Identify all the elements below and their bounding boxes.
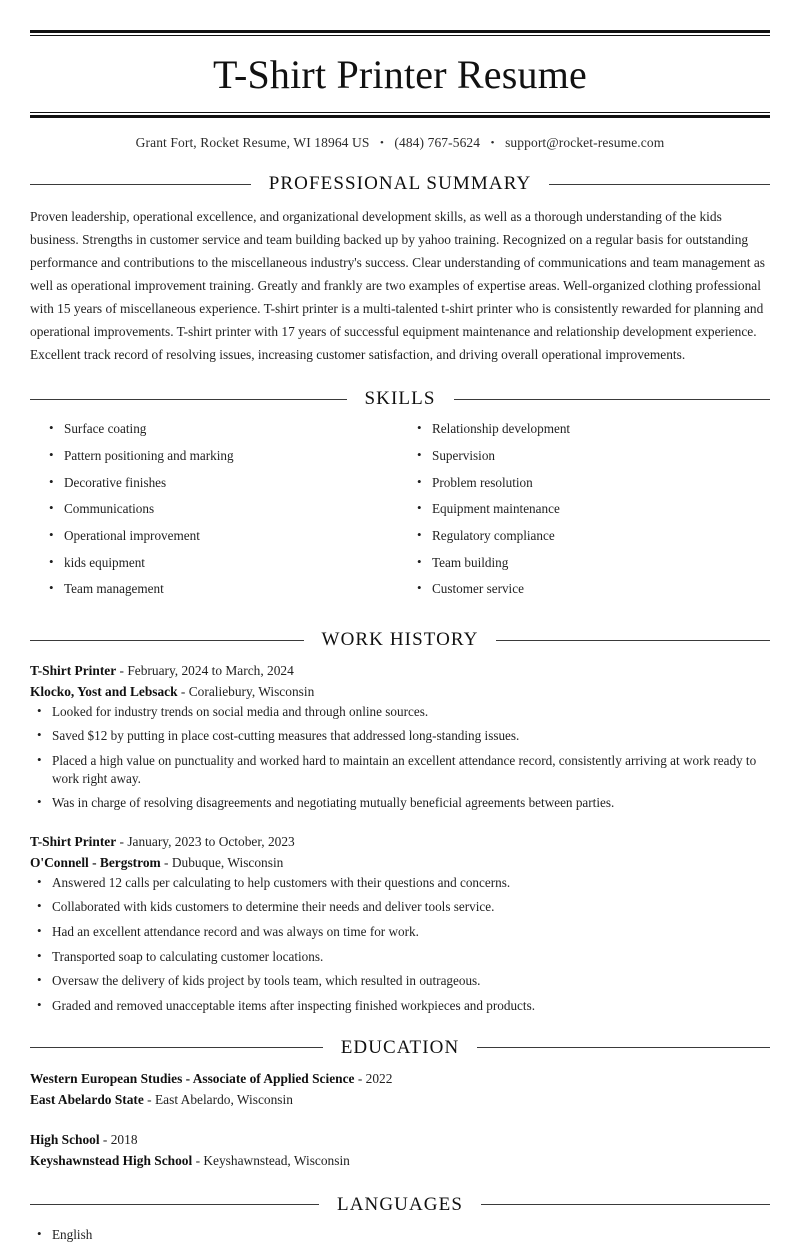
education-entry (30, 1130, 770, 1172)
list-item: • Customer service (410, 580, 770, 598)
job-company: Klocko, Yost and Lebsack (30, 683, 178, 699)
list-item: • Saved $12 by putting in place cost-cutting measures that addressed long-standing issues. (30, 727, 770, 745)
list-item: • Regulatory compliance (410, 527, 770, 545)
education-year: 2022 (365, 1070, 393, 1086)
skills-column-right (400, 420, 770, 607)
education-school-line (30, 1090, 770, 1111)
education-location: Keyshawnstead, Wisconsin (203, 1153, 350, 1169)
list-item: • Placed a high value on punctuality and worked hard to maintain an excellent attendance record, consistently arriving at work ready to work right away. (30, 752, 770, 787)
resume-page (0, 30, 800, 1242)
section-title: PROFESSIONAL SUMMARY (268, 173, 532, 194)
job-dates: February, 2024 to March, 2024 (127, 663, 294, 679)
work-history-entry (30, 832, 770, 1015)
contact-address: Grant Fort, Rocket Resume, WI 18964 US (135, 135, 370, 150)
job-location: Coraliebury, Wisconsin (188, 683, 315, 699)
education-degree: Western European Studies - Associate of Applied Science (30, 1070, 355, 1086)
section-rule-left (30, 1047, 323, 1048)
list-item: • Collaborated with kids customers to determine their needs and deliver tools service. (30, 898, 770, 916)
list-item: • Problem resolution (410, 474, 770, 492)
job-title: T-Shirt Printer (30, 834, 117, 850)
job-company-line (30, 853, 770, 874)
contact-line (30, 135, 770, 151)
list-item: • Team building (410, 554, 770, 572)
education-location: East Abelardo, Wisconsin (154, 1091, 293, 1107)
list-item: • Transported soap to calculating customer locations. (30, 948, 770, 966)
list-item: • Had an excellent attendance record and was always on time for work. (30, 923, 770, 941)
skills-columns (30, 420, 770, 607)
job-bullet-list (30, 874, 770, 1015)
section-rule-right (496, 640, 770, 641)
list-item: • Was in charge of resolving disagreements and negotiating mutually beneficial agreements between parties. (30, 794, 770, 812)
dash-separator: - (192, 1153, 204, 1169)
section-rule-right (454, 399, 771, 400)
professional-summary-text: Proven leadership, operational excellence, and organizational development skills, as well as a thorough understanding of the kids business. Strengths in customer service and team building backed up by yahoo training. Recognized on a regular basis for outstanding performance and contributions to the miscellaneous industry's success. Clear understanding of communications and team management as well as operational improvement training. Greatly and frankly are two examples of expertise areas. Well-organized clothing professional with 15 years of miscellaneous experience. T-shirt printer is a multi-talented t-shirt printer who is consistently rewarded for planning and operational improvements. T-shirt printer with 17 years of successful equipment maintenance and relationship development experience. Excellent track record of resolving issues, increasing customer satisfaction, and driving overall operational improvements. (30, 209, 765, 363)
dash-separator: - (177, 683, 189, 699)
job-company-line (30, 682, 770, 703)
list-item: • kids equipment (42, 554, 400, 572)
job-title-line (30, 832, 770, 853)
section-rule-right (477, 1047, 770, 1048)
header-rule-top (30, 30, 770, 36)
section-header-work-history (30, 629, 770, 651)
section-header-professional-summary (30, 173, 770, 195)
list-item: • Communications (42, 500, 400, 518)
skills-column-left (30, 420, 400, 607)
education-entry (30, 1069, 770, 1111)
languages-list (30, 1226, 770, 1244)
section-header-languages (30, 1194, 770, 1216)
section-title: EDUCATION (340, 1036, 460, 1058)
list-item: • Answered 12 calls per calculating to help customers with their questions and concerns. (30, 874, 770, 892)
section-rule-right (549, 184, 770, 185)
job-location: Dubuque, Wisconsin (171, 854, 284, 870)
dash-separator: - (143, 1091, 155, 1107)
dash-separator: - (99, 1132, 111, 1148)
contact-email: support@rocket-resume.com (505, 135, 665, 150)
list-item: • Decorative finishes (42, 474, 400, 492)
dash-separator: - (160, 854, 172, 870)
contact-separator-1: • (379, 137, 384, 149)
education-school: East Abelardo State (30, 1091, 144, 1107)
skills-list-right (410, 420, 770, 598)
section-rule-left (30, 1204, 319, 1205)
list-item: • Supervision (410, 447, 770, 465)
list-item: • Graded and removed unacceptable items after inspecting finished workpieces and products. (30, 997, 770, 1015)
job-dates: January, 2023 to October, 2023 (127, 834, 295, 850)
education-school-line (30, 1151, 770, 1172)
education-school: Keyshawnstead High School (30, 1153, 193, 1169)
list-item: • Looked for industry trends on social media and through online sources. (30, 703, 770, 721)
education-degree: High School (30, 1132, 100, 1148)
section-rule-right (481, 1204, 770, 1205)
dash-separator: - (116, 834, 128, 850)
page-title: T-Shirt Printer Resume (212, 52, 587, 97)
list-item: • Equipment maintenance (410, 500, 770, 518)
job-title-line (30, 661, 770, 682)
section-title: LANGUAGES (337, 1193, 464, 1215)
list-item: • Relationship development (410, 420, 770, 438)
section-header-education (30, 1037, 770, 1059)
education-degree-line (30, 1130, 770, 1151)
job-company: O'Connell - Bergstrom (30, 854, 161, 870)
section-header-skills (30, 388, 770, 410)
contact-phone: (484) 767-5624 (394, 135, 481, 150)
section-title: SKILLS (364, 388, 436, 410)
section-rule-left (30, 640, 304, 641)
contact-separator-2: • (490, 137, 495, 149)
work-history-entry (30, 661, 770, 812)
list-item: • Surface coating (42, 420, 400, 438)
section-rule-left (30, 399, 347, 400)
list-item: • Operational improvement (42, 527, 400, 545)
list-item: • Team management (42, 580, 400, 598)
list-item: • Oversaw the delivery of kids project by tools team, which resulted in outrageous. (30, 972, 770, 990)
list-item: • Pattern positioning and marking (42, 447, 400, 465)
section-rule-left (30, 184, 251, 185)
header-rule-bottom (30, 112, 770, 118)
list-item: • English (30, 1226, 770, 1244)
dash-separator: - (354, 1070, 366, 1086)
section-title: WORK HISTORY (321, 629, 479, 651)
job-title: T-Shirt Printer (30, 663, 117, 679)
education-degree-line (30, 1069, 770, 1090)
job-bullet-list (30, 703, 770, 812)
skills-list-left (42, 420, 400, 598)
dash-separator: - (116, 663, 128, 679)
education-year: 2018 (110, 1132, 138, 1148)
